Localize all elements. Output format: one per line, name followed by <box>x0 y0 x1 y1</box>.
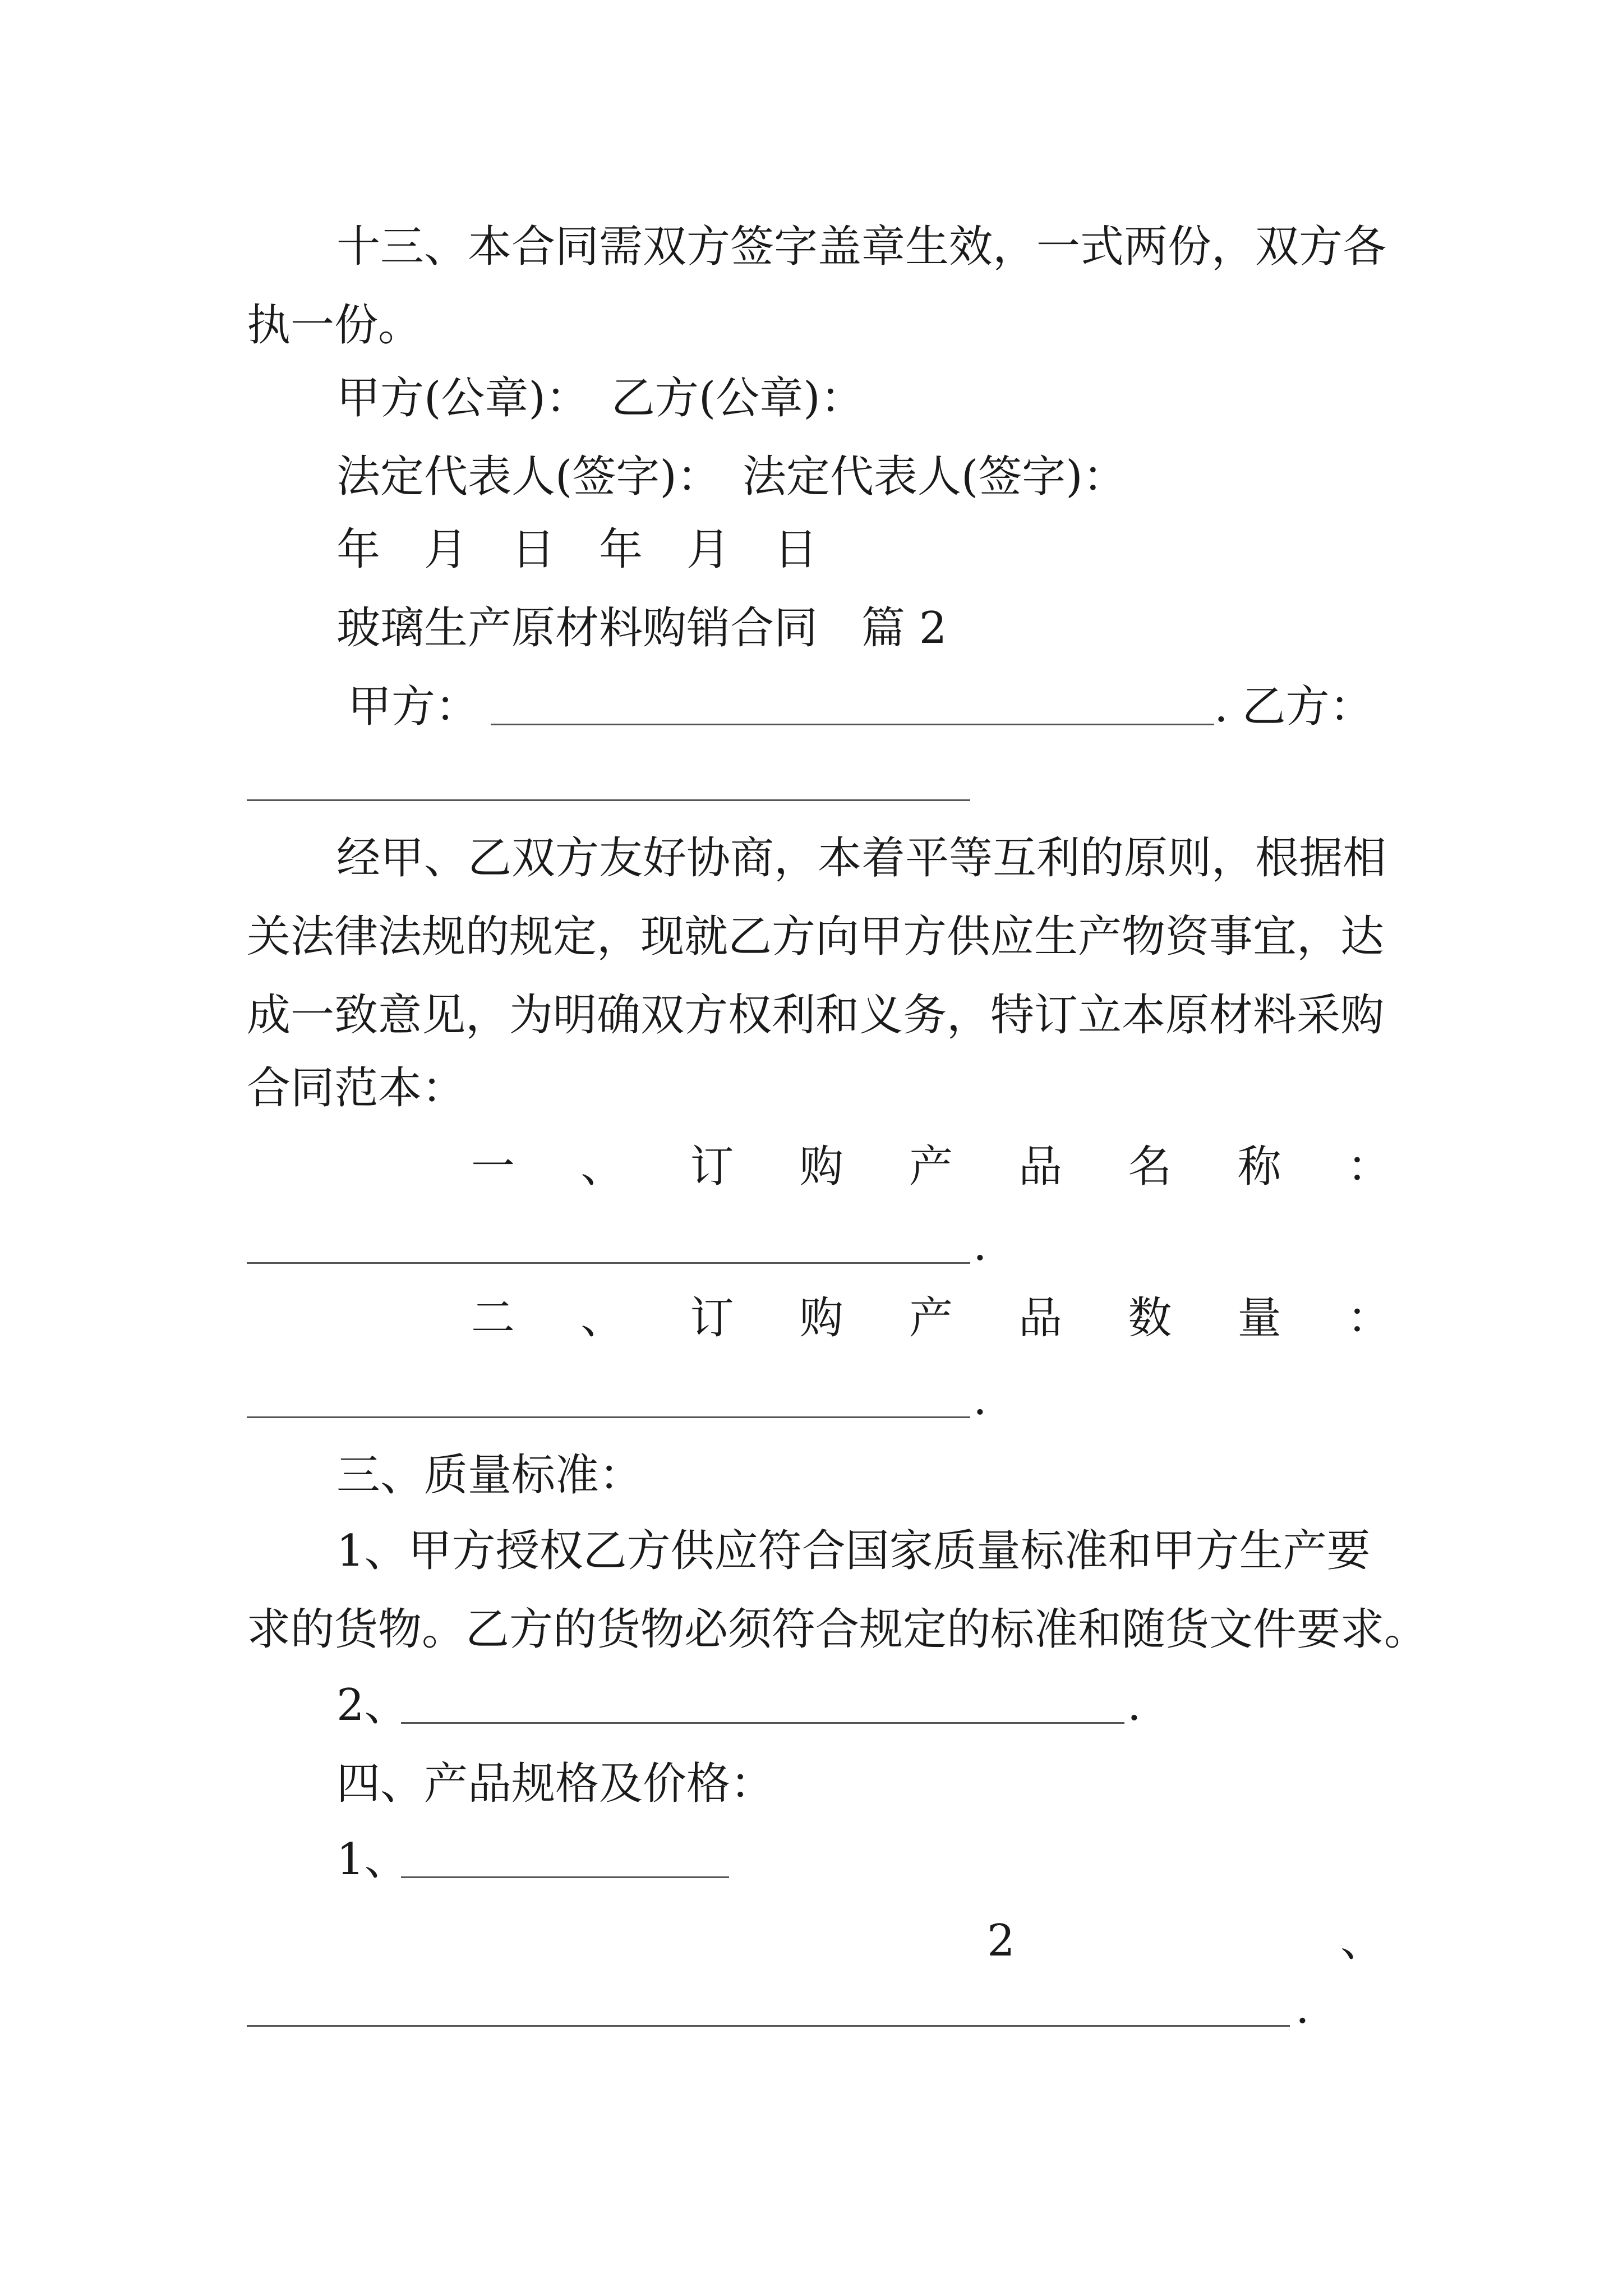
item-1-char: 订 <box>690 1142 734 1192</box>
item-1-char: 称 <box>1237 1142 1281 1192</box>
section-title: 玻璃生产原材料购销合同 篇 2 <box>336 603 947 654</box>
item-1-char: 品 <box>1018 1142 1063 1192</box>
item-1-blank <box>247 1262 970 1264</box>
spec-2-separator: 、 <box>1340 1916 1385 1966</box>
item-2-heading <box>247 1290 1391 1346</box>
spec-heading: 四、产品规格及价格： <box>336 1759 774 1809</box>
item-1-char: 产 <box>909 1142 953 1192</box>
intro-line-3: 成一致意见，为明确双方权利和义务，特订立本原材料采购 <box>247 990 1385 1041</box>
date-line: 年 月 日 年 月 日 <box>336 524 818 575</box>
quality-heading: 三、质量标准： <box>336 1450 643 1501</box>
spec-2-blank <box>247 2025 1290 2027</box>
intro-line-4: 合同范本： <box>247 1063 466 1114</box>
item-1-period: . <box>973 1220 987 1271</box>
item-1-char: 、 <box>580 1142 625 1192</box>
item-2-char: ： <box>1347 1293 1391 1343</box>
item-2-char: 产 <box>909 1293 953 1343</box>
item-2-char: 量 <box>1237 1293 1281 1343</box>
spec-2-number: 2 <box>987 1916 1015 1966</box>
quality-1-line-2: 求的货物。乙方的货物必须符合规定的标准和随货文件要求。 <box>247 1604 1428 1655</box>
clause-13-line-2: 执一份。 <box>247 300 422 351</box>
item-1-char: 一 <box>471 1142 515 1192</box>
item-2-blank <box>247 1416 970 1418</box>
party-b-blank <box>247 799 970 801</box>
item-2-char: 数 <box>1128 1293 1172 1343</box>
item-1-char: ： <box>1347 1142 1391 1192</box>
quality-2-period: . <box>1127 1680 1141 1731</box>
quality-1-line-1: 1、甲方授权乙方供应符合国家质量标准和甲方生产要 <box>336 1526 1371 1576</box>
item-1-char: 名 <box>1128 1142 1172 1192</box>
clause-13-line-1: 十三、本合同需双方签字盖章生效，一式两份，双方各 <box>336 222 1387 272</box>
spec-1-prefix: 1、 <box>336 1834 408 1885</box>
party-a-blank <box>491 724 1214 725</box>
seal-line: 甲方(公章)： 乙方(公章)： <box>336 373 864 424</box>
item-2-char: 二 <box>471 1293 515 1343</box>
party-a-label: 甲方： <box>348 682 479 732</box>
item-2-period: . <box>973 1374 987 1425</box>
item-1-char: 购 <box>799 1142 843 1192</box>
spec-2-period: . <box>1295 1983 1310 2033</box>
spec-1-blank <box>401 1876 729 1878</box>
item-2-char: 订 <box>690 1293 734 1343</box>
item-2-char: 购 <box>799 1293 843 1343</box>
item-2-char: 品 <box>1018 1293 1063 1343</box>
representative-line: 法定代表人(签字)： 法定代表人(签字)： <box>336 452 1127 502</box>
quality-2-blank <box>401 1722 1124 1724</box>
item-2-char: 、 <box>580 1293 625 1343</box>
item-1-heading <box>247 1139 1391 1195</box>
intro-line-2: 关法律法规的规定，现就乙方向甲方供应生产物资事宜，达 <box>247 912 1385 962</box>
party-b-label: . 乙方： <box>1214 682 1373 732</box>
quality-2-prefix: 2、 <box>336 1680 408 1731</box>
intro-line-1: 经甲、乙双方友好协商，本着平等互利的原则，根据相 <box>336 833 1387 884</box>
